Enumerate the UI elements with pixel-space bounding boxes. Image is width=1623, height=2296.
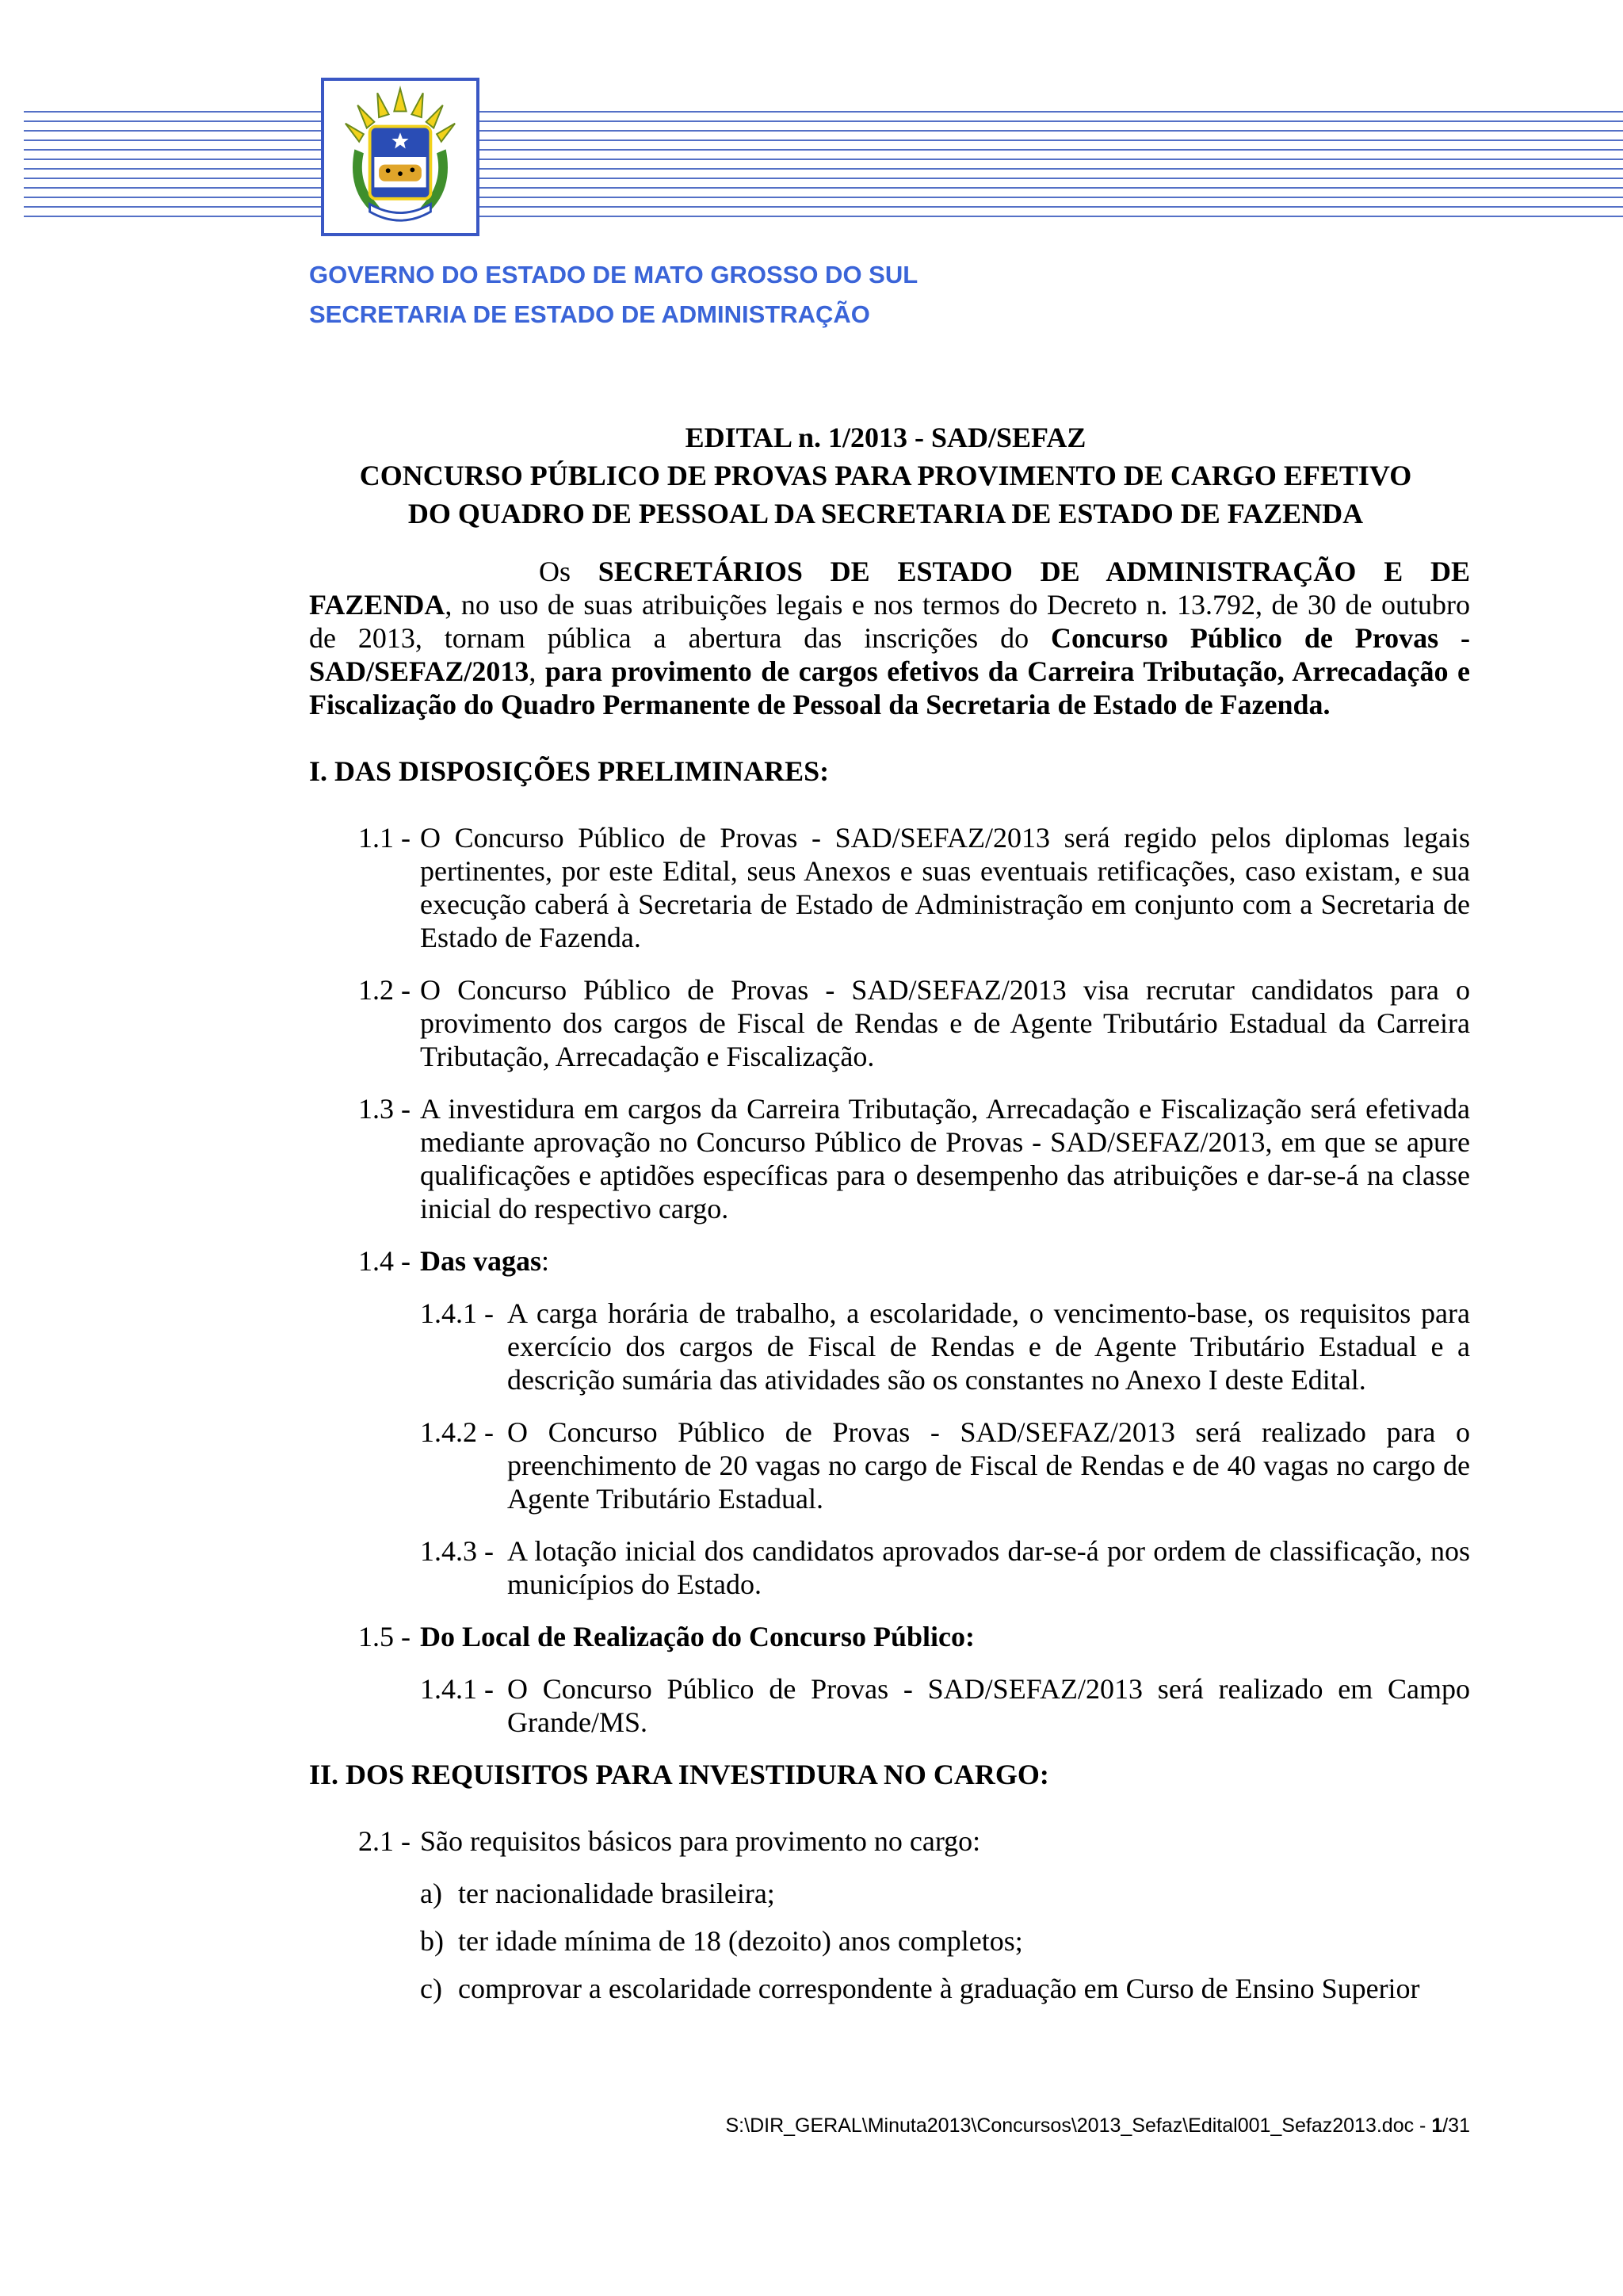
requirement-c: [309, 1972, 1470, 2005]
item-text: São requisitos básicos para provimento no cargo:: [420, 1825, 981, 1857]
intro-bold-1: SECRETÁRIOS DE ESTADO DE ADMINISTRAÇÃO E DE FAZENDA: [309, 556, 1470, 621]
item-text: A carga horária de trabalho, a escolaridade, o vencimento-base, os requisitos para exercício dos cargos de Fiscal de Rendas e de Agente Tributário Estadual e a descrição sumária das atividades são os constantes no Anexo I deste Edital.: [507, 1297, 1470, 1396]
item-1-3: [309, 1092, 1470, 1225]
item-label: Das vagas: [420, 1245, 542, 1277]
header-rule-lines: [24, 111, 1623, 222]
item-number: 1.4.1 -: [420, 1297, 494, 1329]
page-total: /31: [1442, 2115, 1470, 2137]
item-2-1: [309, 1824, 1470, 1858]
item-1-4-2: [309, 1415, 1470, 1515]
item-text: O Concurso Público de Provas - SAD/SEFAZ/2013 será regido pelos diplomas legais pertinentes, por este Edital, seus Anexos e suas eventuais retificações, caso existam, e sua execução caberá à Secretaria de Estado de Administração em conjunto com a Secretaria de Estado de Fazenda.: [420, 822, 1470, 953]
item-number: 1.4.2 -: [420, 1416, 494, 1448]
organization-header: [309, 255, 918, 334]
org-government-name: GOVERNO DO ESTADO DE MATO GROSSO DO SUL: [309, 261, 918, 288]
intro-bold-3: para provimento de cargos efetivos da Carreira Tributação, Arrecadação e Fiscalização do Quadro Permanente de Pessoal da Secretaria de Estado de Fazenda.: [309, 655, 1470, 720]
org-secretariat-name: SECRETARIA DE ESTADO DE ADMINISTRAÇÃO: [309, 300, 870, 328]
item-colon: :: [541, 1245, 550, 1277]
item-text: comprovar a escolaridade correspondente à graduação em Curso de Ensino Superior: [458, 1973, 1420, 2004]
intro-text-1: Os: [539, 556, 598, 587]
item-1-2: [309, 973, 1470, 1073]
item-number: 1.1 -: [358, 822, 411, 854]
item-number: b): [420, 1925, 444, 1957]
item-text: O Concurso Público de Provas - SAD/SEFAZ/2013 será realizado para o preenchimento de 20 vagas no cargo de Fiscal de Rendas e de 40 vagas no cargo de Agente Tributário Estadual.: [507, 1416, 1470, 1515]
intro-bold-2: Concurso Público de Provas - SAD/SEFAZ/2013: [309, 622, 1470, 687]
intro-text-3: ,: [529, 655, 545, 687]
item-text: ter nacionalidade brasileira;: [458, 1878, 775, 1909]
title-line-3: DO QUADRO DE PESSOAL DA SECRETARIA DE ESTADO DE FAZENDA: [407, 498, 1364, 529]
item-number: 1.5 -: [358, 1621, 411, 1652]
item-1-5: [309, 1620, 1470, 1653]
section-2-heading: II. DOS REQUISITOS PARA INVESTIDURA NO CARGO:: [309, 1759, 1049, 1790]
item-number: a): [420, 1878, 442, 1909]
item-number: 1.3 -: [358, 1093, 411, 1125]
item-1-5-1: [309, 1672, 1470, 1739]
title-line-2: CONCURSO PÚBLICO DE PROVAS PARA PROVIMENTO DE CARGO EFETIVO: [359, 460, 1412, 491]
item-number: c): [420, 1973, 442, 2004]
page-number: 1: [1431, 2115, 1443, 2137]
document-body: [309, 555, 1470, 2019]
item-number: 1.4.1 -: [420, 1673, 494, 1705]
page-footer: [726, 2115, 1471, 2137]
item-text: O Concurso Público de Provas - SAD/SEFAZ/2013 será realizado em Campo Grande/MS.: [507, 1673, 1470, 1738]
section-1-heading: I. DAS DISPOSIÇÕES PRELIMINARES:: [309, 755, 830, 787]
intro-text-2: , no uso de suas atribuições legais e nos termos do Decreto n. 13.792, de 30 de outubro de 2013, tornam pública a abertura das inscrições do: [309, 589, 1470, 654]
intro-paragraph: [309, 555, 1470, 721]
edital-title: [301, 418, 1470, 533]
item-text: ter idade mínima de 18 (dezoito) anos completos;: [458, 1925, 1023, 1957]
title-line-1: EDITAL n. 1/2013 - SAD/SEFAZ: [685, 422, 1086, 453]
item-1-4-3: [309, 1534, 1470, 1601]
file-path: S:\DIR_GERAL\Minuta2013\Concursos\2013_Sefaz\Edital001_Sefaz2013.doc -: [725, 2115, 1432, 2137]
item-text: O Concurso Público de Provas - SAD/SEFAZ/2013 visa recrutar candidatos para o provimento dos cargos de Fiscal de Rendas e de Agente Tributário Estadual da Carreira Tributação, Arrecadação e Fiscalização.: [420, 974, 1470, 1072]
item-1-4-1: [309, 1297, 1470, 1396]
item-text: A investidura em cargos da Carreira Tributação, Arrecadação e Fiscalização será efetivada mediante aprovação no Concurso Público de Provas - SAD/SEFAZ/2013, em que se apure qualificações e aptidões específicas para o desempenho das atribuições e dar-se-á na classe inicial do respectivo cargo.: [420, 1093, 1470, 1224]
coat-of-arms-icon: [321, 78, 479, 236]
item-label: Do Local de Realização do Concurso Público:: [420, 1621, 975, 1652]
item-1-1: [309, 821, 1470, 954]
item-number: 2.1 -: [358, 1825, 411, 1857]
item-number: 1.4.3 -: [420, 1535, 494, 1567]
item-number: 1.4 -: [358, 1245, 411, 1277]
requirement-a: [309, 1877, 1470, 1910]
item-number: 1.2 -: [358, 974, 411, 1006]
requirement-b: [309, 1924, 1470, 1958]
item-text: A lotação inicial dos candidatos aprovados dar-se-á por ordem de classificação, nos municípios do Estado.: [507, 1535, 1470, 1600]
item-1-4: [309, 1244, 1470, 1278]
